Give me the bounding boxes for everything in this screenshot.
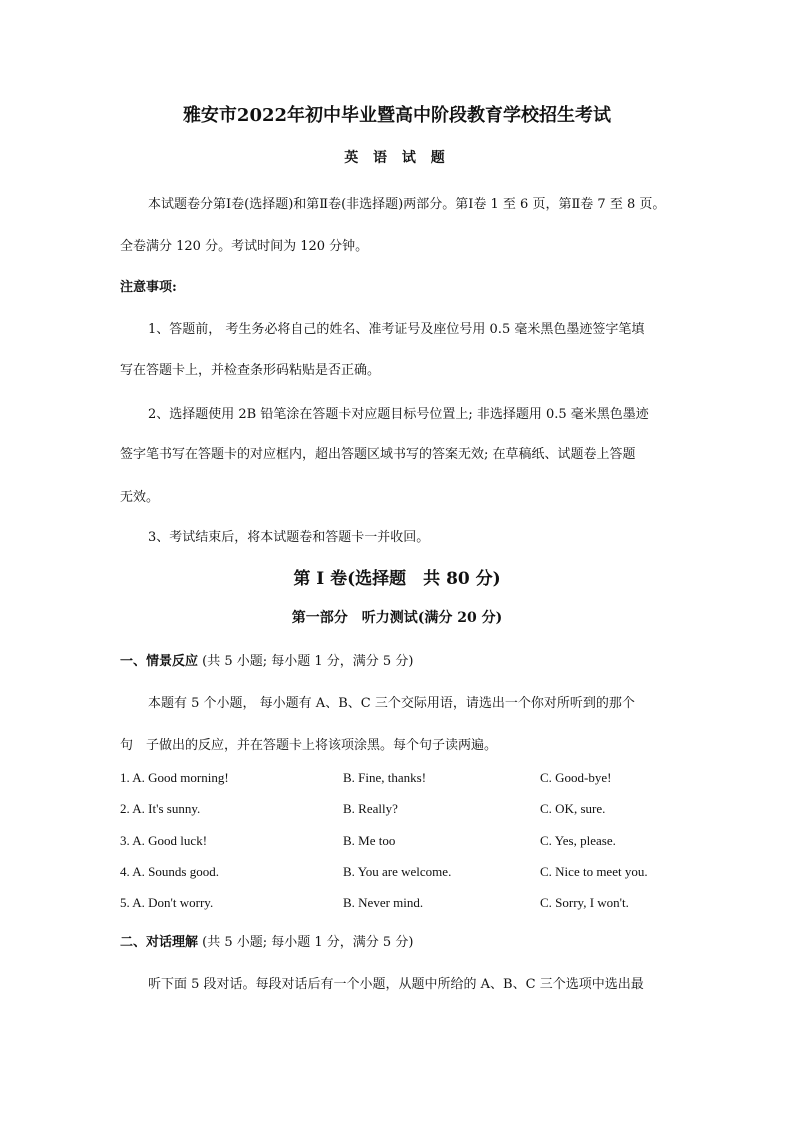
- intro-line-1: 本试题卷分第Ⅰ卷(选择题)和第Ⅱ卷(非选择题)两部分。第Ⅰ卷 1 至 6 页，第Ⅱ卷 7 至 8 页。: [148, 197, 666, 212]
- question-4-option-c: C. Nice to meet you.: [540, 864, 648, 879]
- question-4-option-a: 4. A. Sounds good.: [120, 864, 219, 879]
- section-1-title: 第 I 卷(选择题 共 80 分): [293, 569, 501, 589]
- intro-line-2: 全卷满分 120 分。考试时间为 120 分钟。: [120, 239, 369, 254]
- question-3-option-c: C. Yes, please.: [540, 833, 616, 848]
- question-1-option-c: C. Good-bye!: [540, 770, 612, 785]
- notice-item-2-line-2: 签字笔书写在答题卡的对应框内，超出答题区域书写的答案无效; 在草稿纸、试题卷上答题: [120, 447, 636, 462]
- question-1-option-b: B. Fine, thanks!: [343, 770, 427, 785]
- subsection-2-note: (共 5 小题; 每小题 1 分，满分 5 分): [198, 935, 414, 950]
- page-subtitle: 英 语 试 题: [344, 150, 450, 166]
- question-4-option-b: B. You are welcome.: [343, 864, 452, 879]
- question-5-option-b: B. Never mind.: [343, 895, 424, 910]
- notice-item-1-line-1: 1、答题前， 考生务必将自己的姓名、准考证号及座位号用 0.5 毫米黑色墨迹签字笔填: [148, 322, 645, 337]
- subsection-1-header: [120, 650, 413, 669]
- subsection-2-instructions-line-1: 听下面 5 段对话。每段对话后有一个小题，从题中所给的 A、B、C 三个选项中选出最: [148, 977, 644, 992]
- question-2-option-a: 2. A. It's sunny.: [120, 801, 201, 816]
- question-3-option-a: 3. A. Good luck!: [120, 833, 208, 848]
- notice-item-3: 3、考试结束后，将本试题卷和答题卡一并收回。: [148, 530, 430, 545]
- notice-item-1-line-2: 写在答题卡上，并检查条形码粘贴是否正确。: [120, 363, 381, 378]
- subsection-1-heading: 一、情景反应: [120, 654, 199, 669]
- page-title: 雅安市2022年初中毕业暨高中阶段教育学校招生考试: [182, 105, 612, 126]
- question-2-option-b: B. Really?: [343, 801, 398, 816]
- subsection-2-header: [120, 931, 413, 950]
- subsection-2-heading: 二、对话理解: [120, 935, 199, 950]
- notice-heading: 注意事项:: [120, 280, 177, 295]
- part-1-title: 第一部分 听力测试(满分 20 分): [291, 610, 503, 626]
- subsection-1-note: (共 5 小题; 每小题 1 分，满分 5 分): [198, 654, 414, 669]
- question-1-option-a: 1. A. Good morning!: [120, 770, 229, 785]
- subsection-1-instructions-line-2: 句 子做出的反应，并在答题卡上将该项涂黑。每个句子读两遍。: [120, 738, 498, 753]
- notice-item-2-line-3: 无效。: [120, 490, 160, 505]
- notice-item-2-line-1: 2、选择题使用 2B 铅笔涂在答题卡对应题目标号位置上; 非选择题用 0.5 毫米黑色墨迹: [148, 407, 649, 422]
- question-3-option-b: B. Me too: [343, 833, 396, 848]
- question-5-option-a: 5. A. Don't worry.: [120, 895, 214, 910]
- question-2-option-c: C. OK, sure.: [540, 801, 606, 816]
- subsection-1-instructions-line-1: 本题有 5 个小题， 每小题有 A、B、C 三个交际用语，请选出一个你对所听到的那个: [148, 696, 635, 711]
- question-5-option-c: C. Sorry, I won't.: [540, 895, 629, 910]
